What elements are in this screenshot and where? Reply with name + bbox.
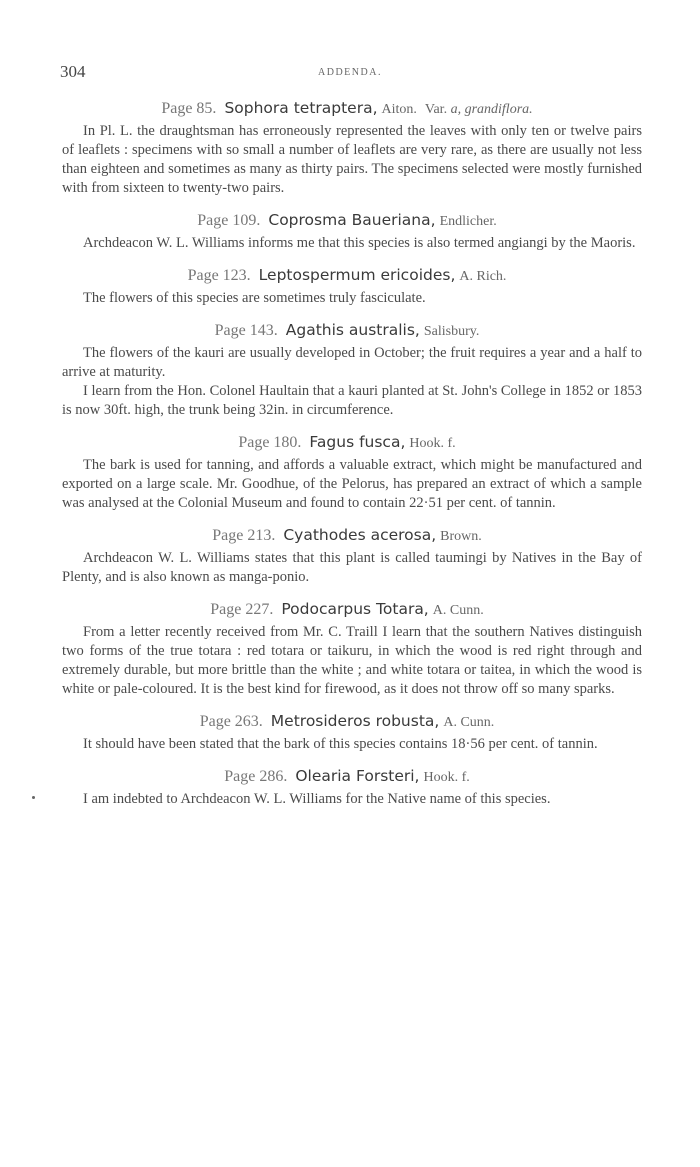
entry-heading <box>62 265 642 287</box>
species-name: Olearia Forsteri, <box>295 767 420 785</box>
entry-podocarpus-totara <box>62 599 642 699</box>
entry-paragraph: The flowers of this species are sometimes truly fasciculate. <box>83 290 426 306</box>
page-reference: Page 143. <box>214 322 278 339</box>
species-name: Agathis australis, <box>285 321 420 339</box>
species-authority: A. Cunn. <box>443 715 495 730</box>
species-name: Metrosideros robusta, <box>270 712 440 730</box>
addenda-entries <box>62 98 642 821</box>
page-reference: Page 180. <box>238 434 302 451</box>
species-authority: Aiton. <box>381 102 417 117</box>
species-authority: Salisbury. <box>423 324 480 339</box>
entry-paragraph: Archdeacon W. L. Williams informs me that this species is also termed angiangi by the Maoris. <box>83 235 636 251</box>
page-reference: Page 227. <box>210 601 274 618</box>
page-number: 304 <box>60 62 86 81</box>
variety-prefix: Var. <box>424 102 448 117</box>
entry-paragraph: From a letter recently received from Mr. C. Traill I learn that the southern Natives distinguish two forms of the true totara : red totara or taikuru, in which the wood is red right through and extremely durable, but more brittle than the white ; and white totara or taitea, in which the wood is white or pale-coloured. It is the best kind for firewood, as it does not throw off so many sparks. <box>62 624 642 697</box>
species-name: Cyathodes acerosa, <box>283 526 437 544</box>
entry-heading <box>62 432 642 454</box>
page-reference: Page 286. <box>224 768 288 785</box>
entry-cyathodes-acerosa <box>62 525 642 587</box>
page-reference: Page 213. <box>212 527 276 544</box>
species-name: Sophora tetraptera, <box>224 99 378 117</box>
species-authority: Endlicher. <box>439 214 497 229</box>
species-name: Fagus fusca, <box>309 433 406 451</box>
entry-heading <box>62 599 642 621</box>
variety-label <box>425 102 533 117</box>
species-name: Podocarpus Totara, <box>281 600 429 618</box>
entry-fagus-fusca <box>62 432 642 513</box>
entry-paragraph: The flowers of the kauri are usually developed in October; the fruit requires a year and a half to arrive at maturity. <box>62 345 642 380</box>
entry-heading <box>62 210 642 232</box>
species-authority: A. Cunn. <box>432 603 484 618</box>
page-reference: Page 109. <box>197 212 261 229</box>
running-head <box>60 62 640 86</box>
species-name: Leptospermum ericoides, <box>258 266 456 284</box>
page-reference: Page 123. <box>187 267 251 284</box>
entry-paragraph: I learn from the Hon. Colonel Haultain that a kauri planted at St. John's College in 1852 or 1853 is now 30ft. high, the trunk being 32in. in circumference. <box>62 383 642 418</box>
margin-speck <box>32 796 35 799</box>
entry-paragraph: The bark is used for tanning, and affords a valuable extract, which might be manufactured and exported on a large scale. Mr. Goodhue, of the Pelorus, has prepared an extract of which a sample was analysed at the Colonial Museum and found to contain 22·51 per cent. of tannin. <box>62 457 642 511</box>
entry-heading <box>62 525 642 547</box>
entry-olearia-forsteri <box>62 766 642 809</box>
entry-metrosideros-robusta <box>62 711 642 754</box>
entry-paragraph: Archdeacon W. L. Williams states that this plant is called taumingi by Natives in the Bay of Plenty, and is also known as manga-ponio. <box>62 550 642 585</box>
species-authority: Hook. f. <box>409 436 456 451</box>
entry-heading <box>62 766 642 788</box>
variety-name: a, grandiflora. <box>450 102 533 117</box>
species-name: Coprosma Baueriana, <box>268 211 436 229</box>
entry-agathis-australis <box>62 320 642 420</box>
entry-sophora-tetraptera <box>62 98 642 198</box>
entry-heading <box>62 320 642 342</box>
entry-paragraph: In Pl. L. the draughtsman has erroneously represented the leaves with only ten or twelve pairs of leaflets : specimens with so small a number of leaflets are very rare, as there are usually not less than eighteen and sometimes as many as thirty pairs. The specimens selected were mostly furnished with from sixteen to twenty-two pairs. <box>62 123 642 196</box>
running-title: ADDENDA. <box>318 67 382 78</box>
page-reference: Page 85. <box>161 100 217 117</box>
page-reference: Page 263. <box>199 713 263 730</box>
entry-paragraph: I am indebted to Archdeacon W. L. Williams for the Native name of this species. <box>83 791 551 807</box>
species-authority: A. Rich. <box>459 269 507 284</box>
entry-heading <box>62 98 642 120</box>
species-authority: Brown. <box>440 529 482 544</box>
entry-coprosma-baueriana <box>62 210 642 253</box>
entry-paragraph: It should have been stated that the bark of this species contains 18·56 per cent. of tannin. <box>83 736 598 752</box>
species-authority: Hook. f. <box>423 770 470 785</box>
entry-leptospermum-ericoides <box>62 265 642 308</box>
entry-heading <box>62 711 642 733</box>
